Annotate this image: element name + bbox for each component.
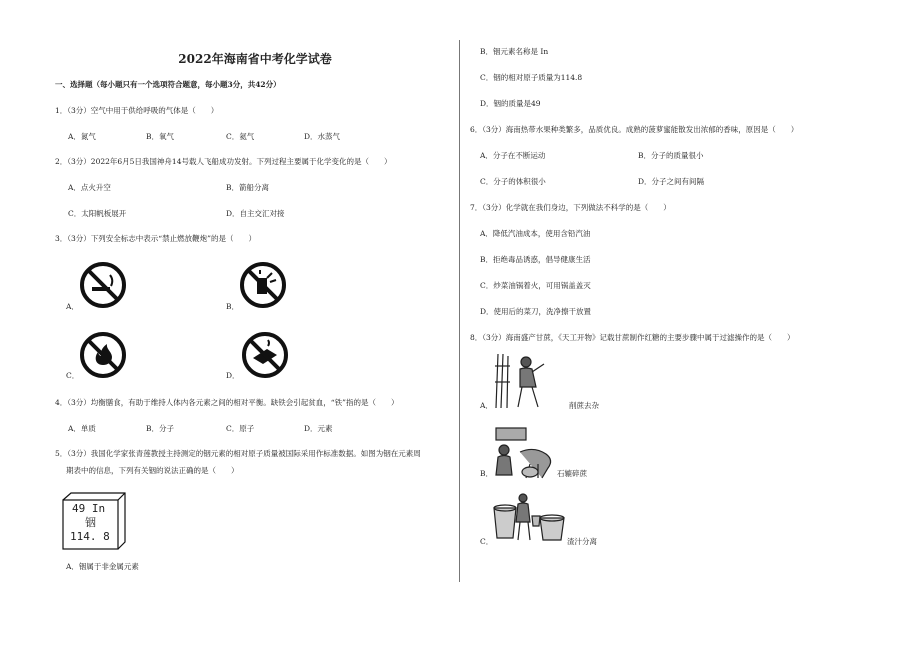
question-7-option-b[interactable]: B．拒绝毒品诱惑，倡导健康生活 (480, 255, 591, 264)
question-7-option-d[interactable]: D．使用后的菜刀，洗净擦干放置 (480, 307, 592, 316)
question-5-option-a[interactable]: A．铟属于非金属元素 (66, 562, 139, 571)
question-1-option-c[interactable]: C．氦气 (226, 132, 255, 141)
question-5-option-c[interactable]: C．铟的相对原子质量为114.8 (480, 73, 583, 82)
element-name: 铟 (85, 516, 96, 529)
question-6-option-d[interactable]: D．分子之间有间隔 (638, 177, 705, 186)
element-card (62, 492, 126, 550)
question-8-caption-a: 削蔗去杂 (569, 401, 599, 410)
question-1-option-a[interactable]: A．氮气 (68, 132, 96, 141)
question-6-stem: 6．（3分）海南热带水果种类繁多，品质优良。成熟的菠萝蜜能散发出浓郁的香味，原因是（ ） (470, 125, 799, 134)
question-2-stem: 2．（3分）2022年6月5日我国神舟14号载人飞船成功发射。下列过程主要属于化学变化的是（ ） (55, 157, 392, 166)
question-2-option-c[interactable]: C．太阳帆板展开 (68, 209, 127, 218)
question-8-caption-b: 石辘碎蔗 (557, 469, 587, 478)
question-3-stem: 3．（3分）下列安全标志中表示“禁止燃放鞭炮”的是（ ） (55, 234, 256, 243)
question-5-stem-line-2: 期表中的信息，下列有关铟的说法正确的是（ ） (66, 466, 239, 475)
question-1-option-b[interactable]: B．氧气 (146, 132, 175, 141)
question-1-stem: 1．（3分）空气中用于供给呼吸的气体是（ ） (55, 106, 219, 115)
no-smoking-sign-icon (80, 262, 126, 308)
question-3-option-d[interactable]: D． (226, 371, 240, 380)
question-5-stem-line-1: 5．（3分）我国化学家张青莲教授主持测定的铟元素的相对原子质量被国际采用作标准数据。如图为铟在元素周 (55, 449, 421, 458)
no-flammable-sign-icon (242, 332, 288, 378)
question-6-option-c[interactable]: C．分子的体积很小 (480, 177, 546, 186)
question-8-option-c[interactable]: C． (480, 537, 494, 546)
question-2-option-d[interactable]: D．自主交汇对接 (226, 209, 285, 218)
column-divider (459, 40, 460, 582)
question-3-option-c[interactable]: C． (66, 371, 80, 380)
element-atomic-mass: 114. 8 (70, 530, 110, 543)
element-symbol: In (91, 502, 106, 515)
question-7-option-c[interactable]: C．炒菜油锅着火，可用锅盖盖灭 (480, 281, 591, 290)
question-7-stem: 7．（3分）化学就在我们身边，下列做法不科学的是（ ） (470, 203, 671, 212)
question-4-option-c[interactable]: C．原子 (226, 424, 255, 433)
question-8-caption-c: 渣汁分离 (567, 537, 597, 546)
cutting-sugarcane-illustration (492, 352, 548, 410)
section-heading: 一、选择题（每小题只有一个选项符合题意，每小题3分，共42分） (55, 80, 281, 89)
question-6-option-b[interactable]: B．分子的质量很小 (638, 151, 704, 160)
question-4-option-d[interactable]: D．元素 (304, 424, 333, 433)
element-atomic-number: 49 (72, 502, 86, 515)
question-4-option-a[interactable]: A．单质 (68, 424, 96, 433)
no-fire-sign-icon (80, 332, 126, 378)
stone-roller-illustration (490, 424, 562, 480)
question-4-stem: 4．（3分）均衡膳食，有助于维持人体内各元素之间的相对平衡。缺铁会引起贫血，“铁”指的是（ ） (55, 398, 399, 407)
question-6-option-a[interactable]: A．分子在不断运动 (480, 151, 546, 160)
question-5-option-d[interactable]: D．铟的质量是49 (480, 99, 541, 108)
question-8-stem: 8．（3分）海南盛产甘蔗，《天工开物》记载甘蔗制作红糖的主要步骤中属于过滤操作的是（ ） (470, 333, 795, 342)
question-5-option-b[interactable]: B．铟元素名称是 In (480, 47, 549, 56)
question-7-option-a[interactable]: A．降低汽油成本，使用含铅汽油 (480, 229, 591, 238)
no-fireworks-sign-icon (240, 262, 286, 308)
question-3-option-a[interactable]: A． (66, 302, 79, 311)
question-8-option-b[interactable]: B． (480, 469, 494, 478)
question-1-option-d[interactable]: D．水蒸气 (304, 132, 341, 141)
page-title: 2022年海南省中考化学试卷 (178, 52, 332, 66)
question-8-option-a[interactable]: A． (480, 401, 493, 410)
juice-separation-illustration (490, 490, 570, 546)
question-4-option-b[interactable]: B．分子 (146, 424, 175, 433)
question-2-option-a[interactable]: A．点火升空 (68, 183, 111, 192)
question-3-option-b[interactable]: B． (226, 302, 240, 311)
question-2-option-b[interactable]: B．箭船分离 (226, 183, 270, 192)
